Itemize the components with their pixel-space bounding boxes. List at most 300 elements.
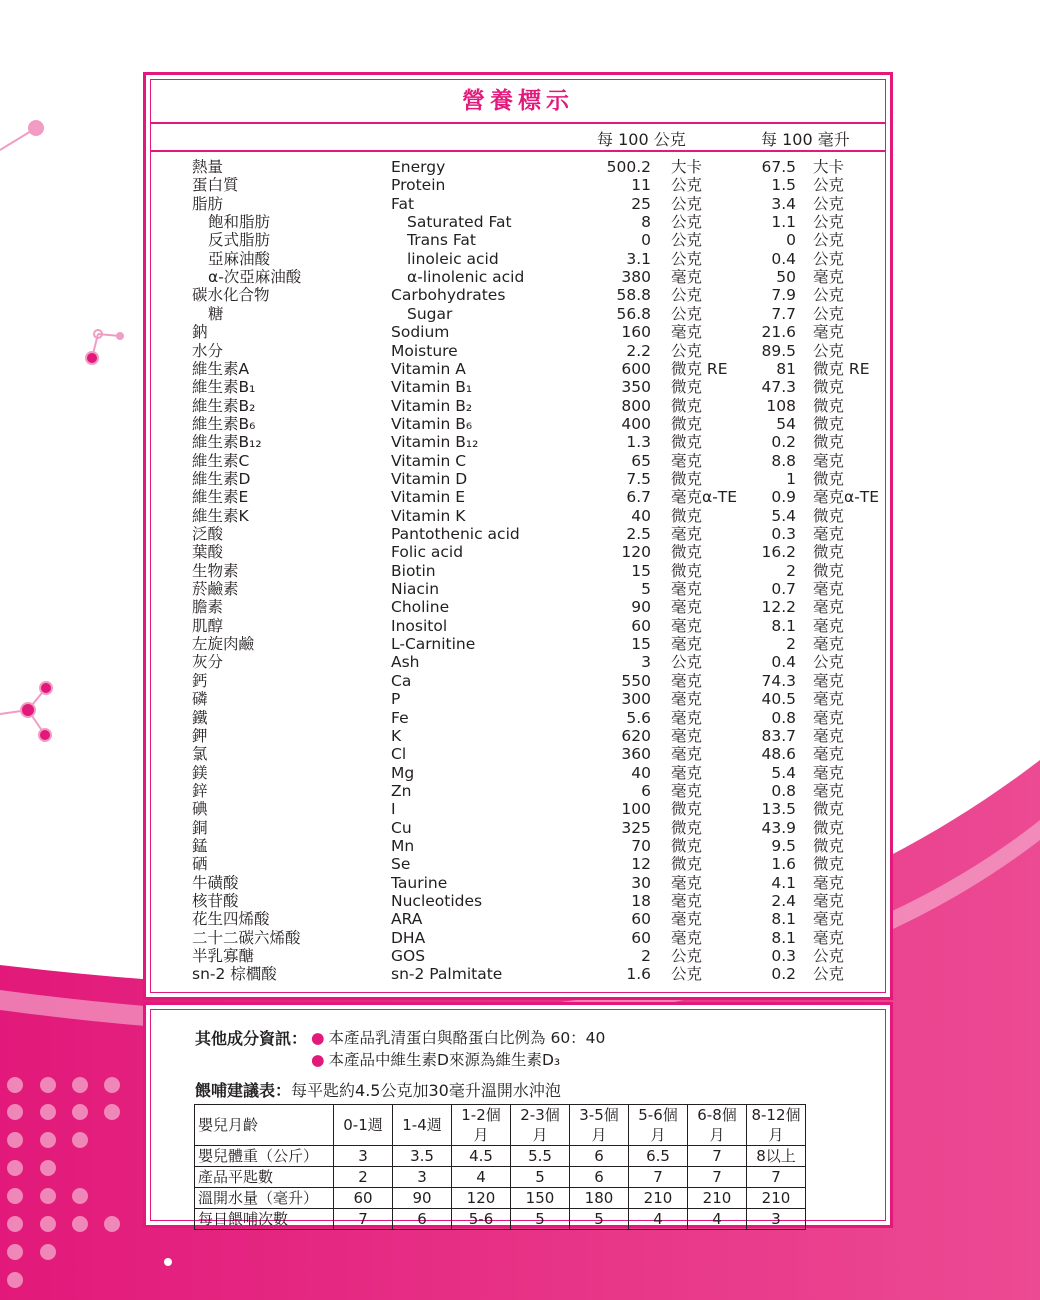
nutrient-name-zh: 鐵 <box>192 708 208 727</box>
unit-per-100g: 大卡 <box>671 158 703 176</box>
feeding-cell: 6 <box>570 1146 629 1167</box>
value-per-100g: 60 <box>631 910 651 929</box>
nutrient-name-zh: 糖 <box>208 304 224 323</box>
unit-per-100g: 毫克 <box>671 323 703 342</box>
value-per-100ml: 83.7 <box>761 726 796 745</box>
value-per-100ml: 8.1 <box>771 616 796 635</box>
value-per-100ml: 3.4 <box>771 194 796 213</box>
unit-per-100ml: 微克 RE <box>813 359 870 378</box>
nutrient-name-en: GOS <box>391 947 426 966</box>
value-per-100ml: 108 <box>766 396 796 415</box>
nutrient-name-en: Vitamin E <box>391 488 466 507</box>
nutrient-name-en: P <box>391 690 401 709</box>
nutrient-name-en: Vitamin B₂ <box>391 396 473 415</box>
nutrient-row <box>151 176 885 194</box>
feeding-cell: 3-5個月 <box>570 1105 629 1146</box>
value-per-100ml: 67.5 <box>761 158 796 176</box>
unit-per-100ml: 毫克 <box>813 268 845 287</box>
unit-per-100ml: 毫克 <box>813 323 845 342</box>
unit-per-100ml: 毫克 <box>813 726 845 745</box>
nutrient-name-zh: 維生素D <box>192 469 251 488</box>
nutrient-row <box>151 286 885 304</box>
nutrient-name-en: Choline <box>391 598 450 617</box>
feeding-cell: 7 <box>688 1167 747 1188</box>
nutrient-row <box>151 947 885 965</box>
nutrient-name-en: Fat <box>391 194 415 213</box>
value-per-100g: 90 <box>631 598 651 617</box>
unit-per-100ml: 微克 <box>813 396 845 415</box>
value-per-100g: 380 <box>621 268 651 287</box>
value-per-100g: 800 <box>621 396 651 415</box>
unit-per-100g: 微克 <box>671 561 703 580</box>
nutrient-name-en: Ash <box>391 653 420 672</box>
feeding-cell: 4 <box>629 1209 688 1230</box>
nutrient-row <box>151 488 885 506</box>
unit-per-100g: 微克 <box>671 818 703 837</box>
nutrient-row <box>151 268 885 286</box>
unit-per-100g: 毫克 <box>671 616 703 635</box>
value-per-100g: 500.2 <box>606 158 651 176</box>
value-per-100g: 550 <box>621 671 651 690</box>
unit-per-100ml: 公克 <box>813 341 845 360</box>
unit-per-100ml: 毫克 <box>813 671 845 690</box>
unit-per-100g: 毫克 <box>671 580 703 599</box>
nutrient-name-en: Sugar <box>407 304 453 323</box>
value-per-100g: 3 <box>641 653 651 672</box>
nutrient-name-zh: 硒 <box>192 855 208 874</box>
unit-per-100g: 毫克 <box>671 873 703 892</box>
nutrition-title: 營養標示 <box>151 80 885 124</box>
nutrient-name-en: Se <box>391 855 411 874</box>
value-per-100g: 15 <box>631 635 651 654</box>
value-per-100ml: 1.5 <box>771 176 796 195</box>
value-per-100g: 11 <box>631 176 651 195</box>
nutrient-name-zh: 鋅 <box>192 781 208 800</box>
unit-per-100g: 公克 <box>671 176 703 195</box>
value-per-100g: 620 <box>621 726 651 745</box>
nutrient-row <box>151 231 885 249</box>
value-per-100ml: 50 <box>776 268 796 287</box>
nutrient-row <box>151 819 885 837</box>
nutrient-name-zh: 半乳寡醣 <box>192 947 255 966</box>
unit-per-100ml: 毫克 <box>813 598 845 617</box>
feeding-cell: 7 <box>629 1167 688 1188</box>
nutrient-name-zh: 鈣 <box>192 671 208 690</box>
nutrient-name-zh: 灰分 <box>192 653 224 672</box>
feeding-row <box>195 1188 806 1209</box>
unit-per-100ml: 大卡 <box>813 158 845 176</box>
nutrient-row <box>151 855 885 873</box>
value-per-100g: 40 <box>631 763 651 782</box>
unit-per-100ml: 毫克 <box>813 690 845 709</box>
unit-per-100ml: 毫克 <box>813 525 845 543</box>
value-per-100ml: 48.6 <box>761 745 796 764</box>
value-per-100ml: 8.8 <box>771 451 796 470</box>
nutrient-name-en: Protein <box>391 176 446 195</box>
unit-per-100g: 毫克 <box>671 726 703 745</box>
nutrient-name-en: Pantothenic acid <box>391 525 520 543</box>
value-per-100g: 6 <box>641 781 651 800</box>
nutrient-name-zh: 葉酸 <box>192 543 224 562</box>
nutrient-name-en: Vitamin B₁ <box>391 378 473 397</box>
unit-per-100ml: 微克 <box>813 800 845 819</box>
value-per-100ml: 0 <box>786 231 796 250</box>
feeding-row <box>195 1146 806 1167</box>
feeding-cell: 8以上 <box>747 1146 806 1167</box>
nutrient-name-en: DHA <box>391 928 426 947</box>
unit-per-100ml: 公克 <box>813 249 845 268</box>
value-per-100ml: 43.9 <box>761 818 796 837</box>
feeding-cell: 4.5 <box>452 1146 511 1167</box>
nutrient-name-en: I <box>391 800 396 819</box>
nutrient-name-en: sn-2 Palmitate <box>391 965 503 984</box>
unit-per-100ml: 公克 <box>813 947 845 966</box>
nutrient-row <box>151 378 885 396</box>
nutrient-name-zh: 鉀 <box>192 726 208 745</box>
nutrient-name-en: Fe <box>391 708 409 727</box>
feeding-cell: 2 <box>334 1167 393 1188</box>
unit-per-100ml: 微克 <box>813 414 845 433</box>
nutrient-name-zh: 錳 <box>192 836 208 855</box>
nutrient-row <box>151 452 885 470</box>
per-100g-header: 每 100 公克 <box>597 130 686 149</box>
unit-per-100g: 微克 <box>671 378 703 397</box>
unit-per-100g: 毫克 <box>671 635 703 654</box>
nutrient-name-zh: 維生素B₁₂ <box>192 433 262 452</box>
value-per-100ml: 8.1 <box>771 910 796 929</box>
nutrient-name-zh: 花生四烯酸 <box>192 910 270 929</box>
value-per-100ml: 0.9 <box>771 488 796 507</box>
unit-per-100ml: 公克 <box>813 286 845 305</box>
unit-per-100ml: 公克 <box>813 194 845 213</box>
value-per-100g: 56.8 <box>616 304 651 323</box>
nutrient-name-en: ARA <box>391 910 423 929</box>
feeding-cell: 5 <box>511 1209 570 1230</box>
unit-per-100ml: 公克 <box>813 653 845 672</box>
nutrient-row <box>151 470 885 488</box>
feeding-table <box>194 1104 806 1230</box>
unit-per-100g: 微克 <box>671 836 703 855</box>
unit-per-100g: 微克 <box>671 469 703 488</box>
nutrient-row <box>151 745 885 763</box>
nutrient-name-zh: 維生素E <box>192 488 249 507</box>
feeding-cell: 6 <box>393 1209 452 1230</box>
other-info-panel <box>143 1002 893 1228</box>
unit-per-100ml: 微克 <box>813 543 845 562</box>
feeding-cell: 150 <box>511 1188 570 1209</box>
per-100ml-header: 每 100 毫升 <box>761 130 850 149</box>
value-per-100ml: 0.8 <box>771 781 796 800</box>
unit-per-100g: 毫克 <box>671 690 703 709</box>
feeding-cell: 3.5 <box>393 1146 452 1167</box>
feeding-row <box>195 1209 806 1230</box>
nutrient-row <box>151 782 885 800</box>
unit-per-100ml: 微克 <box>813 506 845 525</box>
value-per-100ml: 0.2 <box>771 965 796 984</box>
nutrient-name-en: Cl <box>391 745 407 764</box>
nutrient-name-zh: 維生素C <box>192 451 250 470</box>
nutrient-name-en: Vitamin B₆ <box>391 414 473 433</box>
nutrient-name-zh: 維生素B₁ <box>192 378 256 397</box>
value-per-100g: 300 <box>621 690 651 709</box>
unit-per-100g: 毫克 <box>671 745 703 764</box>
unit-per-100ml: 微克 <box>813 836 845 855</box>
feeding-cell: 7 <box>334 1209 393 1230</box>
unit-per-100ml: 微克 <box>813 469 845 488</box>
nutrient-row <box>151 213 885 231</box>
unit-per-100ml: 毫克α-TE <box>813 488 880 507</box>
nutrient-row <box>151 764 885 782</box>
value-per-100ml: 13.5 <box>761 800 796 819</box>
feeding-cell: 210 <box>688 1188 747 1209</box>
unit-per-100ml: 毫克 <box>813 910 845 929</box>
nutrient-row <box>151 874 885 892</box>
unit-per-100g: 毫克 <box>671 525 703 543</box>
unit-per-100ml: 毫克 <box>813 580 845 599</box>
value-per-100g: 600 <box>621 359 651 378</box>
value-per-100g: 3.1 <box>626 249 651 268</box>
unit-per-100ml: 公克 <box>813 176 845 195</box>
nutrient-row <box>151 837 885 855</box>
nutrient-name-en: Energy <box>391 158 446 176</box>
value-per-100g: 5 <box>641 580 651 599</box>
value-per-100ml: 54 <box>776 414 796 433</box>
feeding-cell: 3 <box>393 1167 452 1188</box>
nutrient-name-zh: 維生素K <box>192 506 249 525</box>
unit-per-100g: 毫克 <box>671 781 703 800</box>
unit-per-100g: 公克 <box>671 249 703 268</box>
unit-per-100ml: 毫克 <box>813 616 845 635</box>
unit-per-100ml: 毫克 <box>813 928 845 947</box>
nutrient-name-en: α-linolenic acid <box>407 268 525 287</box>
value-per-100g: 70 <box>631 836 651 855</box>
nutrient-row <box>151 323 885 341</box>
value-per-100g: 65 <box>631 451 651 470</box>
value-per-100ml: 8.1 <box>771 928 796 947</box>
nutrient-name-zh: 菸鹼素 <box>192 580 239 599</box>
unit-per-100ml: 微克 <box>813 433 845 452</box>
nutrition-panel <box>143 72 893 1000</box>
nutrient-name-en: Sodium <box>391 323 450 342</box>
nutrient-name-zh: 水分 <box>192 341 224 360</box>
unit-per-100g: 毫克 <box>671 892 703 910</box>
nutrient-name-zh: 維生素B₆ <box>192 414 256 433</box>
value-per-100g: 18 <box>631 892 651 910</box>
unit-per-100ml: 微克 <box>813 561 845 580</box>
value-per-100g: 5.6 <box>626 708 651 727</box>
value-per-100ml: 2.4 <box>771 892 796 910</box>
value-per-100ml: 4.1 <box>771 873 796 892</box>
nutrient-row <box>151 690 885 708</box>
value-per-100g: 1.6 <box>626 965 651 984</box>
nutrient-row <box>151 672 885 690</box>
unit-per-100g: 毫克 <box>671 708 703 727</box>
unit-per-100g: 微克 <box>671 543 703 562</box>
nutrient-name-zh: 維生素A <box>192 359 250 378</box>
unit-per-100g: 公克 <box>671 231 703 250</box>
value-per-100ml: 16.2 <box>761 543 796 562</box>
nutrient-name-en: Vitamin A <box>391 359 466 378</box>
unit-per-100g: 毫克 <box>671 598 703 617</box>
nutrient-name-zh: 牛磺酸 <box>192 873 239 892</box>
nutrient-name-en: Saturated Fat <box>407 213 512 232</box>
unit-per-100g: 微克 <box>671 414 703 433</box>
nutrient-row <box>151 195 885 213</box>
value-per-100g: 325 <box>621 818 651 837</box>
nutrient-name-en: Nucleotides <box>391 892 483 910</box>
nutrient-row <box>151 158 885 176</box>
nutrient-name-en: Mg <box>391 763 415 782</box>
nutrient-name-en: Moisture <box>391 341 458 360</box>
feeding-cell: 5-6 <box>452 1209 511 1230</box>
value-per-100ml: 81 <box>776 359 796 378</box>
nutrient-row <box>151 727 885 745</box>
nutrient-name-zh: 銅 <box>192 818 208 837</box>
nutrient-name-zh: 脂肪 <box>192 194 224 213</box>
value-per-100ml: 0.4 <box>771 653 796 672</box>
value-per-100ml: 5.4 <box>771 763 796 782</box>
unit-per-100g: 毫克 <box>671 910 703 929</box>
feeding-header-row <box>195 1105 806 1146</box>
nutrient-name-zh: 飽和脂肪 <box>208 213 271 232</box>
unit-per-100g: 微克 <box>671 800 703 819</box>
nutrient-name-zh: 碳水化合物 <box>192 286 270 305</box>
feeding-cell: 5.5 <box>511 1146 570 1167</box>
feeding-cell: 2-3個月 <box>511 1105 570 1146</box>
nutrient-row <box>151 800 885 818</box>
value-per-100g: 40 <box>631 506 651 525</box>
unit-per-100g: 毫克 <box>671 268 703 287</box>
value-per-100ml: 1.6 <box>771 855 796 874</box>
nutrient-row <box>151 617 885 635</box>
feeding-cell: 6.5 <box>629 1146 688 1167</box>
nutrient-name-en: Ca <box>391 671 412 690</box>
nutrient-row <box>151 653 885 671</box>
nutrient-row <box>151 507 885 525</box>
unit-per-100g: 毫克 <box>671 928 703 947</box>
bullet-icon: ● <box>311 1051 325 1069</box>
feeding-title: 餵哺建議表：每平匙約4.5公克加30毫升溫開水沖泡 <box>195 1081 561 1100</box>
feeding-cell: 6-8個月 <box>688 1105 747 1146</box>
feeding-cell: 0-1週 <box>334 1105 393 1146</box>
unit-per-100ml: 公克 <box>813 213 845 232</box>
nutrient-row <box>151 635 885 653</box>
nutrient-name-en: L-Carnitine <box>391 635 476 654</box>
value-per-100ml: 2 <box>786 561 796 580</box>
feeding-row-label: 嬰兒體重（公斤） <box>195 1146 334 1167</box>
nutrient-name-zh: 左旋肉鹼 <box>192 635 255 654</box>
nutrient-name-en: Vitamin D <box>391 469 468 488</box>
feeding-cell: 3 <box>747 1209 806 1230</box>
nutrient-name-zh: 鎂 <box>192 763 208 782</box>
unit-per-100g: 公克 <box>671 213 703 232</box>
value-per-100ml: 0.8 <box>771 708 796 727</box>
feeding-cell: 180 <box>570 1188 629 1209</box>
feeding-cell: 210 <box>629 1188 688 1209</box>
value-per-100ml: 74.3 <box>761 671 796 690</box>
nutrient-row <box>151 580 885 598</box>
column-header <box>151 124 885 152</box>
nutrient-name-zh: sn-2 棕櫚酸 <box>192 965 277 984</box>
nutrient-row <box>151 305 885 323</box>
value-per-100g: 60 <box>631 616 651 635</box>
value-per-100ml: 1.1 <box>771 213 796 232</box>
feeding-row-label: 嬰兒月齡 <box>195 1105 334 1146</box>
nutrient-name-zh: α-次亞麻油酸 <box>208 268 302 287</box>
value-per-100ml: 0.3 <box>771 947 796 966</box>
unit-per-100ml: 毫克 <box>813 763 845 782</box>
nutrient-name-zh: 維生素B₂ <box>192 396 256 415</box>
unit-per-100ml: 微克 <box>813 818 845 837</box>
nutrient-name-en: Vitamin C <box>391 451 467 470</box>
unit-per-100ml: 微克 <box>813 855 845 874</box>
feeding-cell: 1-4週 <box>393 1105 452 1146</box>
nutrient-name-zh: 氯 <box>192 745 208 764</box>
nutrient-name-zh: 亞麻油酸 <box>208 249 271 268</box>
nutrient-name-en: Biotin <box>391 561 436 580</box>
nutrient-name-en: K <box>391 726 402 745</box>
unit-per-100g: 微克 RE <box>671 359 728 378</box>
value-per-100ml: 0.2 <box>771 433 796 452</box>
nutrient-name-zh: 肌醇 <box>192 616 224 635</box>
nutrient-name-zh: 鈉 <box>192 323 208 342</box>
nutrient-name-en: Mn <box>391 836 415 855</box>
other-info-item: ● 本產品中維生素D來源為維生素D₃ <box>311 1051 561 1069</box>
nutrient-name-zh: 蛋白質 <box>192 176 239 195</box>
value-per-100ml: 0.4 <box>771 249 796 268</box>
unit-per-100g: 毫克 <box>671 763 703 782</box>
unit-per-100ml: 毫克 <box>813 873 845 892</box>
unit-per-100g: 毫克 <box>671 451 703 470</box>
nutrient-row <box>151 433 885 451</box>
value-per-100ml: 12.2 <box>761 598 796 617</box>
unit-per-100g: 公克 <box>671 341 703 360</box>
nutrient-name-en: Cu <box>391 818 412 837</box>
other-info-item: ● 本產品乳清蛋白與酪蛋白比例為 60：40 <box>311 1029 606 1047</box>
feeding-cell: 60 <box>334 1188 393 1209</box>
other-info-title: 其他成分資訊： <box>195 1029 308 1048</box>
value-per-100ml: 9.5 <box>771 836 796 855</box>
unit-per-100g: 微克 <box>671 506 703 525</box>
nutrient-row <box>151 415 885 433</box>
value-per-100ml: 1 <box>786 469 796 488</box>
nutrient-name-en: Taurine <box>391 873 448 892</box>
feeding-cell: 5 <box>511 1167 570 1188</box>
nutrient-name-en: Vitamin B₁₂ <box>391 433 479 452</box>
unit-per-100ml: 毫克 <box>813 451 845 470</box>
nutrient-row <box>151 965 885 983</box>
value-per-100g: 2.5 <box>626 525 651 543</box>
unit-per-100g: 毫克α-TE <box>671 488 738 507</box>
value-per-100g: 12 <box>631 855 651 874</box>
nutrient-name-en: Inositol <box>391 616 448 635</box>
feeding-cell: 90 <box>393 1188 452 1209</box>
value-per-100g: 58.8 <box>616 286 651 305</box>
nutrient-name-en: linoleic acid <box>407 249 499 268</box>
nutrient-row <box>151 543 885 561</box>
value-per-100g: 350 <box>621 378 651 397</box>
unit-per-100g: 微克 <box>671 396 703 415</box>
unit-per-100g: 毫克 <box>671 671 703 690</box>
value-per-100g: 400 <box>621 414 651 433</box>
nutrient-name-zh: 二十二碳六烯酸 <box>192 928 301 947</box>
nutrient-name-zh: 反式脂肪 <box>208 231 271 250</box>
nutrient-row <box>151 525 885 543</box>
value-per-100ml: 89.5 <box>761 341 796 360</box>
nutrient-row <box>151 709 885 727</box>
nutrient-row <box>151 562 885 580</box>
unit-per-100ml: 毫克 <box>813 635 845 654</box>
